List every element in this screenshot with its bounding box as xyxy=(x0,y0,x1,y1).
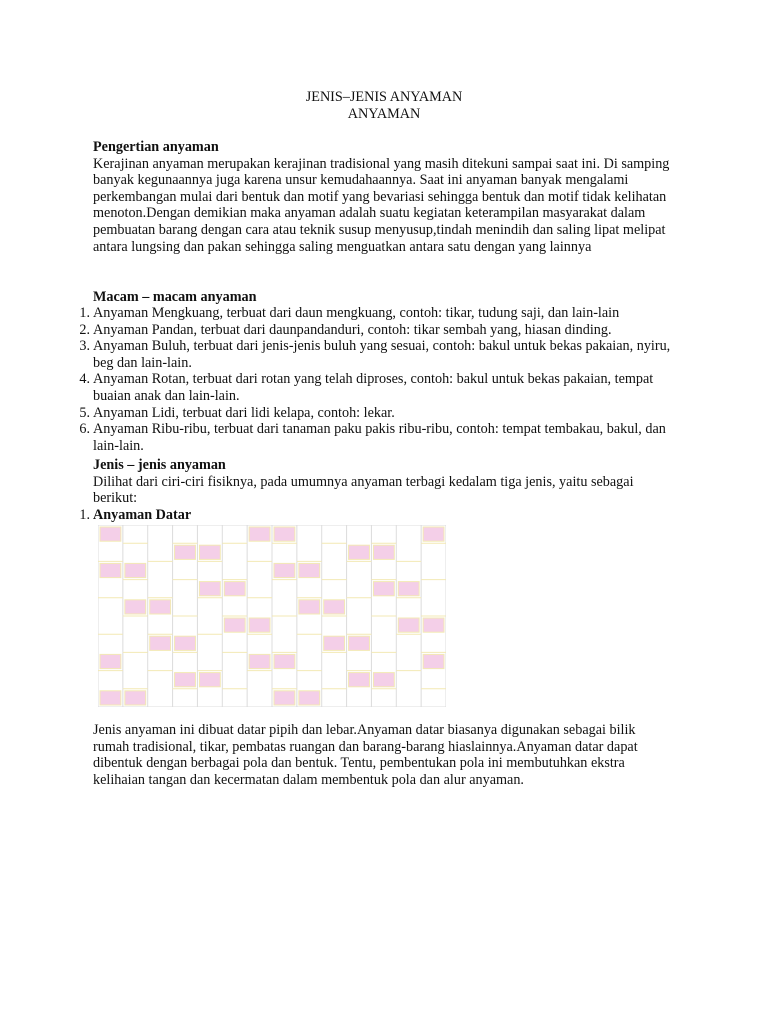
weave-cell xyxy=(299,600,320,614)
section-heading: Pengertian anyaman xyxy=(93,139,219,155)
weave-cell xyxy=(373,545,394,559)
weave-cell xyxy=(423,618,444,632)
list-text: Anyaman Datar xyxy=(93,507,192,523)
weave-cell xyxy=(299,563,320,577)
weave-cell xyxy=(199,582,220,596)
document-subtitle: ANYAMAN xyxy=(347,106,421,122)
weave-cell xyxy=(349,636,370,650)
section-heading: Macam – macam anyaman xyxy=(93,289,257,305)
section-body: Kerajinan anyaman merupakan kerajinan tradisional yang masih ditekuni sampai saat ini. Di samping banyak kegunaannya juga karena unsur kemudahaannya. Saat ini anyaman banyak mengalami perkembangan mulai dari bentuk dan motif yang bevariasi sehingga bentuk dan motif tidak kelihatan menoton.Dengan demikian maka anyaman adalah suatu kegiatan keterampilan masyarakat dalam pembuatan barang dengan cara atau teknik susup menyusup,tindah menindih dan saling lipat melipat antara lungsing dan pakan sehingga saling menguatkan antara satu dengan yang lainnya xyxy=(93,155,670,255)
weave-cell xyxy=(398,618,419,632)
weave-cell xyxy=(224,582,245,596)
weave-cell xyxy=(349,545,370,559)
weave-cell xyxy=(373,673,394,687)
weave-cell xyxy=(274,654,295,668)
jenis-anyaman-list xyxy=(79,507,673,524)
list-text: Anyaman Pandan, terbuat dari daunpandanduri, contoh: tikar sembah yang, hiasan dinding. xyxy=(93,321,612,338)
weave-cell xyxy=(125,691,146,705)
woven-pattern-image xyxy=(98,525,446,707)
list-number: 2. xyxy=(79,321,90,338)
weave-cell xyxy=(249,618,270,632)
list-number: 1. xyxy=(79,305,90,321)
weave-cell xyxy=(274,691,295,705)
weave-cell xyxy=(125,563,146,577)
list-item xyxy=(79,404,673,422)
section-heading: Jenis – jenis anyaman xyxy=(93,457,226,473)
weave-cell xyxy=(349,673,370,687)
section-body: Jenis anyaman ini dibuat datar pipih dan lebar.Anyaman datar biasanya digunakan sebagai bilik rumah tradisional, tikar, pembatas ruangan dan barang-barang hiaslainnya.Anyaman datar dapat dibentuk dengan berbagai pola dan bentuk. Tentu, pembentukan pola ini membutuhkan ekstra kelihaian tangan dan kecermatan dalam membentuk pola dan alur anyaman. xyxy=(93,722,638,788)
weave-cell xyxy=(224,618,245,632)
weave-cell xyxy=(249,654,270,668)
section-body: Dilihat dari ciri-ciri fisiknya, pada umumnya anyaman terbagi kedalam tiga jenis, yaitu sebagai berikut: xyxy=(93,473,634,507)
weave-cell xyxy=(100,691,121,705)
list-number: 1. xyxy=(79,507,90,523)
list-item xyxy=(79,321,673,339)
list-item xyxy=(79,371,673,404)
list-text: Anyaman Mengkuang, terbuat dari daun mengkuang, contoh: tikar, tudung saji, dan lain-lain xyxy=(93,305,620,321)
weave-cell xyxy=(175,545,196,559)
weave-cell xyxy=(150,636,171,650)
weave-cell xyxy=(125,600,146,614)
list-text: Anyaman Buluh, terbuat dari jenis-jenis buluh yang sesuai, contoh: bakul untuk bekas pakaian, nyiru, beg dan lain-lain. xyxy=(93,338,671,371)
weave-cell xyxy=(324,600,345,614)
weave-cell xyxy=(249,527,270,541)
weave-cell xyxy=(100,563,121,577)
list-item xyxy=(79,305,673,322)
document-title: JENIS–JENIS ANYAMAN xyxy=(305,89,463,105)
list-number: 5. xyxy=(79,404,90,421)
section-jenis xyxy=(93,457,673,507)
weave-cell xyxy=(150,600,171,614)
list-item xyxy=(79,421,673,454)
list-item xyxy=(79,507,673,524)
weave-cell xyxy=(299,691,320,705)
weave-cell xyxy=(324,636,345,650)
list-number: 6. xyxy=(79,421,90,438)
weave-cell xyxy=(199,545,220,559)
weave-cell xyxy=(175,673,196,687)
weave-cell xyxy=(423,527,444,541)
weave-cell xyxy=(274,563,295,577)
section-macam-heading xyxy=(93,289,673,306)
weave-cell xyxy=(175,636,196,650)
list-item xyxy=(79,338,673,371)
weave-cell xyxy=(423,654,444,668)
list-text: Anyaman Lidi, terbuat dari lidi kelapa, contoh: lekar. xyxy=(93,404,395,421)
weave-cell xyxy=(274,527,295,541)
list-text: Anyaman Rotan, terbuat dari rotan yang telah diproses, contoh: bakul untuk bekas pakaian, tempat buaian anak dan lain-lain. xyxy=(93,371,654,404)
weave-cell xyxy=(398,582,419,596)
section-pengertian xyxy=(93,139,673,255)
weave-cell xyxy=(199,673,220,687)
section-anyaman-datar-description xyxy=(93,722,673,788)
weave-cell xyxy=(373,582,394,596)
weave-cell xyxy=(100,654,121,668)
list-number: 3. xyxy=(79,338,90,355)
list-number: 4. xyxy=(79,371,90,388)
weave-cell xyxy=(100,527,121,541)
macam-anyaman-list xyxy=(79,305,673,454)
list-text: Anyaman Ribu-ribu, terbuat dari tanaman paku pakis ribu-ribu, contoh: tempat tembakau, bakul, dan lain-lain. xyxy=(93,421,666,454)
